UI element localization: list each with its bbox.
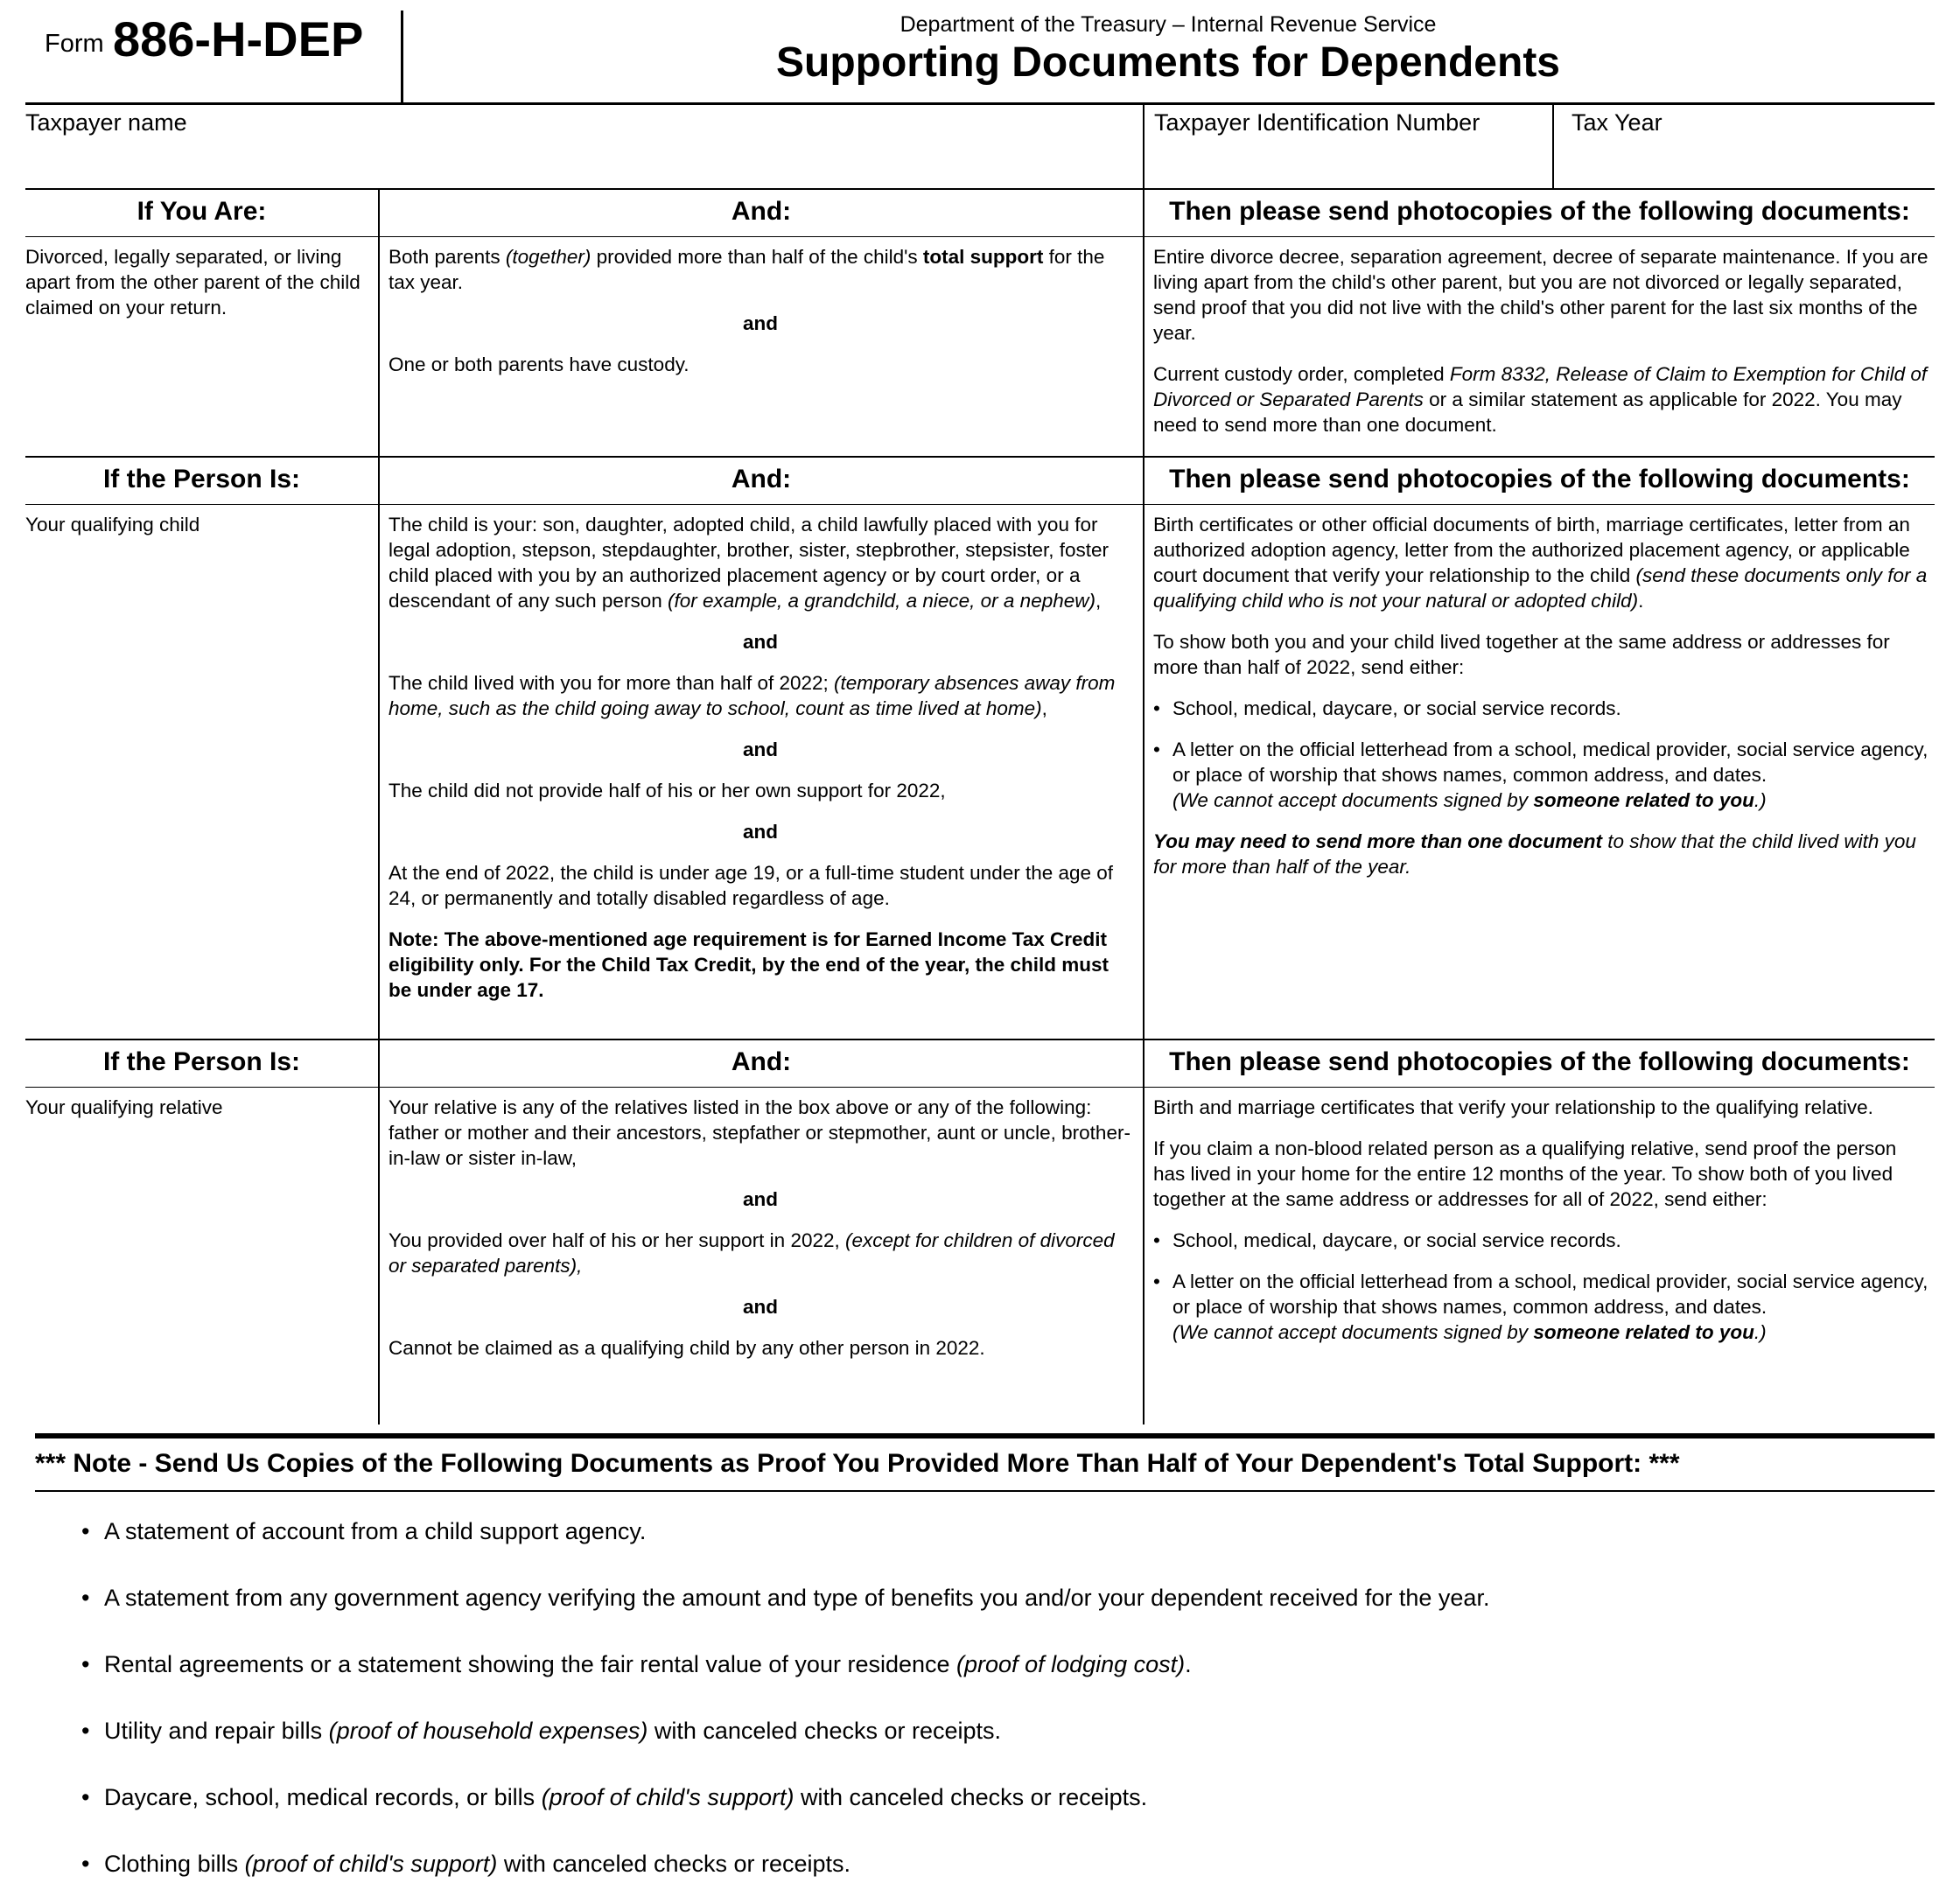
list-item: • School, medical, daycare, or social service records.	[1153, 696, 1930, 721]
column-divider	[378, 188, 380, 1424]
document-paragraph: You may need to send more than one document to show that the child lived with you for more than half of the year.	[1153, 830, 1916, 878]
and-paragraph: The child lived with you for more than half of 2022; (temporary absences away from home, such as the child going away to school, count as time lived at home),	[388, 672, 1116, 719]
condition-text: Divorced, legally separated, or living apart from the other parent of the child claimed on your return.	[25, 246, 360, 318]
support-note-title: *** Note - Send Us Copies of the Following Documents as Proof You Provided More Than Half of Your Dependent's Total Support: ***	[35, 1449, 1680, 1478]
and-cell	[388, 512, 1132, 1018]
document-paragraph: Current custody order, completed Form 8332, Release of Claim to Exemption for Child of Divorced or Separated Parents or a similar statement as applicable for 2022. You may need to send more than one document.	[1153, 363, 1928, 436]
document-paragraph: Birth certificates or other official documents of birth, marriage certificates, letter from an authorized adoption agency, letter from the authorized placement agency, or applicable court document that verify your relationship to the child (send these documents only for a qualifying child who is not your natural or adopted child).	[1153, 514, 1928, 612]
divider	[25, 1039, 1935, 1040]
and-paragraph: One or both parents have custody.	[388, 354, 690, 375]
and-separator: and	[742, 631, 778, 653]
tax-year-field[interactable]	[1552, 102, 1936, 188]
list-item: • A letter on the official letterhead from a school, medical provider, social service agency, or place of worship that shows names, common address, and dates. (We cannot accept documents signed by someone related to you.)	[1153, 1269, 1930, 1345]
and-separator: and	[742, 1188, 778, 1210]
list-item: • A letter on the official letterhead from a school, medical provider, social service agency, or place of worship that shows names, common address, and dates. (We cannot accept documents signed by someone related to you.)	[1153, 737, 1930, 813]
and-paragraph: Your relative is any of the relatives listed in the box above or any of the following: father or mother and their ancestors, stepfather or stepmother, aunt or uncle, brother- in-law or sister in-law,	[388, 1096, 1130, 1169]
and-cell	[388, 1095, 1132, 1376]
documents-cell	[1153, 512, 1930, 895]
list-item: • Daycare, school, medical records, or bills (proof of child's support) with canceled checks or receipts.	[81, 1764, 1489, 1830]
divider	[25, 504, 1935, 505]
col2-header: And:	[731, 465, 792, 494]
tin-field[interactable]	[1143, 102, 1554, 188]
list-item: • School, medical, daycare, or social service records.	[1153, 1228, 1930, 1253]
document-paragraph: To show both you and your child lived together at the same address or addresses for more than half of 2022, send either:	[1153, 631, 1890, 678]
and-paragraph: The child is your: son, daughter, adopted child, a child lawfully placed with you for legal adoption, stepson, stepdaughter, brother, sister, stepbrother, stepsister, foster child placed with you by an authorized placement agency or by court order, or a descendant of any such person (for example, a grandchild, a niece, or a nephew),	[388, 514, 1110, 612]
col1-header: If the Person Is:	[102, 1047, 301, 1076]
col1-header: If the Person Is:	[102, 465, 301, 494]
list-item: • Clothing bills (proof of child's support) with canceled checks or receipts.	[81, 1830, 1489, 1897]
form-number: 886-H-DEP	[113, 11, 364, 66]
document-bullets	[1153, 1228, 1930, 1345]
support-documents-list	[81, 1498, 1489, 1897]
condition-qualifying-relative	[25, 1095, 375, 1136]
and-separator: and	[742, 1296, 778, 1318]
and-separator: and	[742, 821, 778, 843]
form-header	[25, 0, 1935, 105]
list-item: • Utility and repair bills (proof of household expenses) with canceled checks or receipts.	[81, 1698, 1489, 1764]
and-separator: and	[742, 738, 778, 760]
document-paragraph: Birth and marriage certificates that verify your relationship to the qualifying relative.	[1153, 1096, 1873, 1118]
form-identifier	[45, 10, 403, 102]
and-cell	[388, 244, 1132, 393]
col3-header: Then please send photocopies of the following documents:	[1169, 197, 1910, 226]
col3-header: Then please send photocopies of the following documents:	[1169, 1047, 1910, 1076]
list-item: • A statement of account from a child support agency.	[81, 1498, 1489, 1564]
list-item: • Rental agreements or a statement showing the fair rental value of your residence (proof of lodging cost).	[81, 1631, 1489, 1698]
age-note: Note: The above-mentioned age requirement is for Earned Income Tax Credit eligibility only. For the Child Tax Credit, by the end of the year, the child must be under age 17.	[388, 928, 1110, 1001]
document-bullets	[1153, 696, 1930, 813]
taxpayer-name-field[interactable]	[25, 102, 1143, 188]
divider	[25, 236, 1935, 237]
tax-year-label: Tax Year	[1572, 109, 1662, 136]
col2-header: And:	[731, 1047, 792, 1076]
list-item: • A statement from any government agency verifying the amount and type of benefits you and/or your dependent received for the year.	[81, 1564, 1489, 1631]
and-paragraph: Both parents (together) provided more than half of the child's total support for the tax year.	[388, 246, 1105, 293]
and-paragraph: At the end of 2022, the child is under age 19, or a full-time student under the age of 24, or permanently and totally disabled regardless of age.	[388, 862, 1114, 909]
support-note-heading	[35, 1433, 1935, 1492]
form-word: Form	[45, 30, 104, 58]
document-paragraph: Entire divorce decree, separation agreement, decree of separate maintenance. If you are living apart from the child's other parent, but you are not divorced or legally separated, send proof that you did not live with the child's other parent for the last six months of the year.	[1153, 246, 1928, 344]
col2-header: And:	[731, 197, 792, 226]
condition-qualifying-child	[25, 512, 375, 553]
documents-cell	[1153, 244, 1930, 453]
column-divider	[1143, 188, 1144, 1424]
divider	[25, 456, 1935, 458]
tin-label: Taxpayer Identification Number	[1154, 109, 1480, 136]
col1-header: If You Are:	[136, 197, 267, 226]
condition-text: Your qualifying relative	[25, 1096, 223, 1118]
and-paragraph: Cannot be claimed as a qualifying child by any other person in 2022.	[388, 1337, 985, 1359]
agency-name: Department of the Treasury – Internal Revenue Service	[900, 12, 1437, 37]
condition-text: Your qualifying child	[25, 514, 200, 536]
condition-divorced	[25, 244, 375, 336]
and-paragraph: You provided over half of his or her support in 2022, (except for children of divorced or separated parents),	[388, 1229, 1115, 1277]
and-paragraph: The child did not provide half of his or her own support for 2022,	[388, 780, 946, 802]
col3-header: Then please send photocopies of the following documents:	[1169, 465, 1910, 494]
divider	[25, 1087, 1935, 1088]
divider	[25, 188, 1935, 190]
document-paragraph: If you claim a non-blood related person as a qualifying relative, send proof the person has lived in your home for the entire 12 months of the year. To show both of you lived together at the same address or addresses for all of 2022, send either:	[1153, 1138, 1897, 1210]
and-separator: and	[742, 312, 778, 334]
taxpayer-name-label: Taxpayer name	[25, 109, 187, 136]
documents-cell	[1153, 1095, 1930, 1361]
form-title: Supporting Documents for Dependents	[775, 39, 1560, 86]
